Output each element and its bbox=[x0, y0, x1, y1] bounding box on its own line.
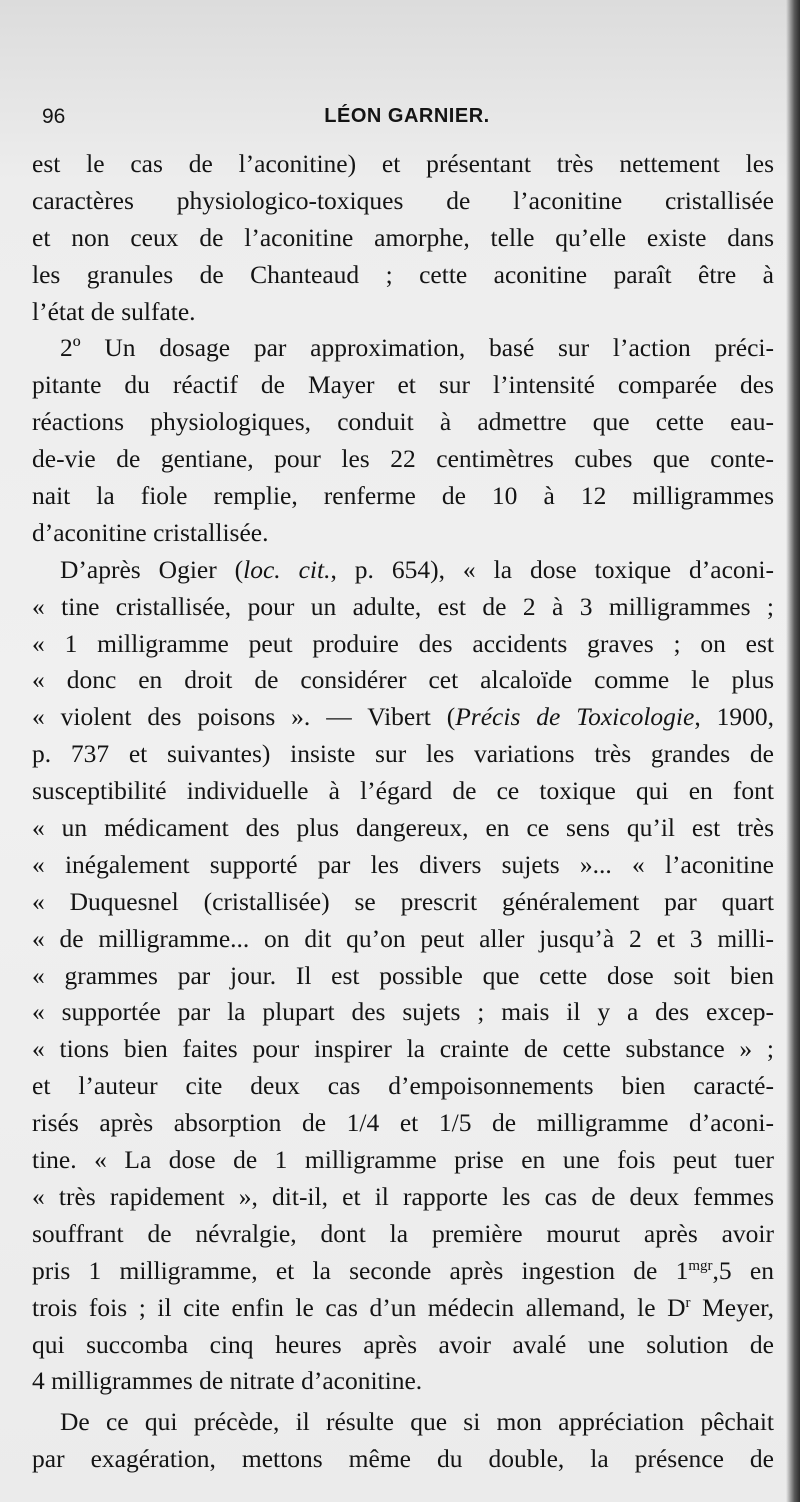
text-line: De ce qui précède, il résulte que si mon appréciation pêchait bbox=[60, 1407, 774, 1437]
text-line: souffrant de névralgie, dont la première mourut après avoir bbox=[32, 1218, 774, 1248]
text-run: ,5 en bbox=[712, 1255, 774, 1285]
unit-superscript: mgr bbox=[688, 1257, 713, 1274]
text-run: D’après Ogier ( bbox=[60, 554, 244, 584]
text-run: , p. 654), « la dose toxique d’aconi- bbox=[330, 554, 775, 584]
page-header bbox=[42, 105, 772, 135]
text-line: et non ceux de l’aconitine amorphe, telle qu’elle existe dans bbox=[32, 222, 774, 252]
text-line bbox=[32, 1290, 774, 1327]
text-line: l’état de sulfate. bbox=[32, 296, 196, 326]
text-line: tine. « La dose de 1 milligramme prise en une fois peut tuer bbox=[32, 1145, 774, 1175]
text-line: réactions physiologiques, conduit à admettre que cette eau- bbox=[32, 407, 774, 437]
text-line: nait la fiole remplie, renferme de 10 à 12 milligrammes bbox=[32, 481, 774, 511]
text-line: 4 milligrammes de nitrate d’aconitine. bbox=[32, 1366, 423, 1396]
text-line: d’aconitine cristallisée. bbox=[32, 517, 269, 547]
text-line: « de milligramme... on dit qu’on peut aller jusqu’à 2 et 3 milli- bbox=[32, 923, 774, 953]
text-line bbox=[32, 699, 774, 736]
text-run: « violent des poisons ». — Vibert ( bbox=[32, 702, 456, 732]
title-superscript: r bbox=[685, 1294, 691, 1311]
text-line: « un médicament des plus dangereux, en ce sens qu’il est très bbox=[32, 813, 774, 843]
text-line: risés après absorption de 1/4 et 1/5 de milligramme d’aconi- bbox=[32, 1108, 774, 1138]
text-line: « 1 milligramme peut produire des accidents graves ; on est bbox=[32, 628, 774, 658]
page-edge-shadow bbox=[786, 0, 800, 1502]
italic-citation: loc. cit. bbox=[243, 554, 331, 584]
text-line: qui succomba cinq heures après avoir avalé une solution de bbox=[32, 1329, 774, 1359]
text-line: « très rapidement », dit-il, et il rapporte les cas de deux femmes bbox=[32, 1181, 774, 1211]
page-number: 96 bbox=[42, 105, 66, 128]
text-line: « Duquesnel (cristallisée) se prescrit généralement par quart bbox=[32, 886, 774, 916]
text-line: les granules de Chanteaud ; cette aconitine paraît être à bbox=[32, 259, 774, 289]
text-line: « tine cristallisée, pour un adulte, est de 2 à 3 milligrammes ; bbox=[32, 591, 774, 621]
text-run: trois fois ; il cite enfin le cas d’un médecin allemand, le D bbox=[32, 1292, 686, 1322]
body-text bbox=[32, 146, 774, 1478]
text-run: , 1900, bbox=[694, 702, 774, 732]
text-line: est le cas de l’aconitine) et présentant très nettement les bbox=[32, 149, 774, 178]
text-line: « donc en droit de considérer cet alcaloïde comme le plus bbox=[32, 665, 774, 695]
text-line: par exagération, mettons même du double, la présence de bbox=[32, 1444, 774, 1474]
text-line: p. 737 et suivantes) insiste sur les variations très grandes de bbox=[32, 739, 774, 769]
italic-book-title: Précis de Toxicologie bbox=[455, 702, 695, 732]
text-line: de-vie de gentiane, pour les 22 centimètres cubes que conte- bbox=[32, 444, 774, 474]
text-run: pris 1 milligramme, et la seconde après ingestion de 1 bbox=[32, 1255, 689, 1285]
text-line: « grammes par jour. Il est possible que cette dose soit bien bbox=[32, 960, 774, 990]
text-line bbox=[32, 1253, 774, 1290]
text-line: pitante du réactif de Mayer et sur l’intensité comparée des bbox=[32, 370, 774, 400]
text-run: Meyer, bbox=[690, 1292, 774, 1322]
text-line: 2º Un dosage par approximation, basé sur l’action préci- bbox=[60, 333, 774, 363]
text-line: caractères physiologico-toxiques de l’aconitine cristallisée bbox=[32, 185, 774, 215]
text-line bbox=[32, 552, 774, 589]
text-line: et l’auteur cite deux cas d’empoisonnements bien caracté- bbox=[32, 1071, 774, 1101]
text-line: susceptibilité individuelle à l’égard de ce toxique qui en font bbox=[32, 776, 774, 806]
text-line: « supportée par la plupart des sujets ; mais il y a des excep- bbox=[32, 997, 774, 1027]
text-line: « tions bien faites pour inspirer la crainte de cette substance » ; bbox=[32, 1034, 774, 1064]
text-line: « inégalement supporté par les divers sujets »... « l’aconitine bbox=[32, 849, 774, 879]
running-title: LÉON GARNIER. bbox=[324, 105, 490, 127]
